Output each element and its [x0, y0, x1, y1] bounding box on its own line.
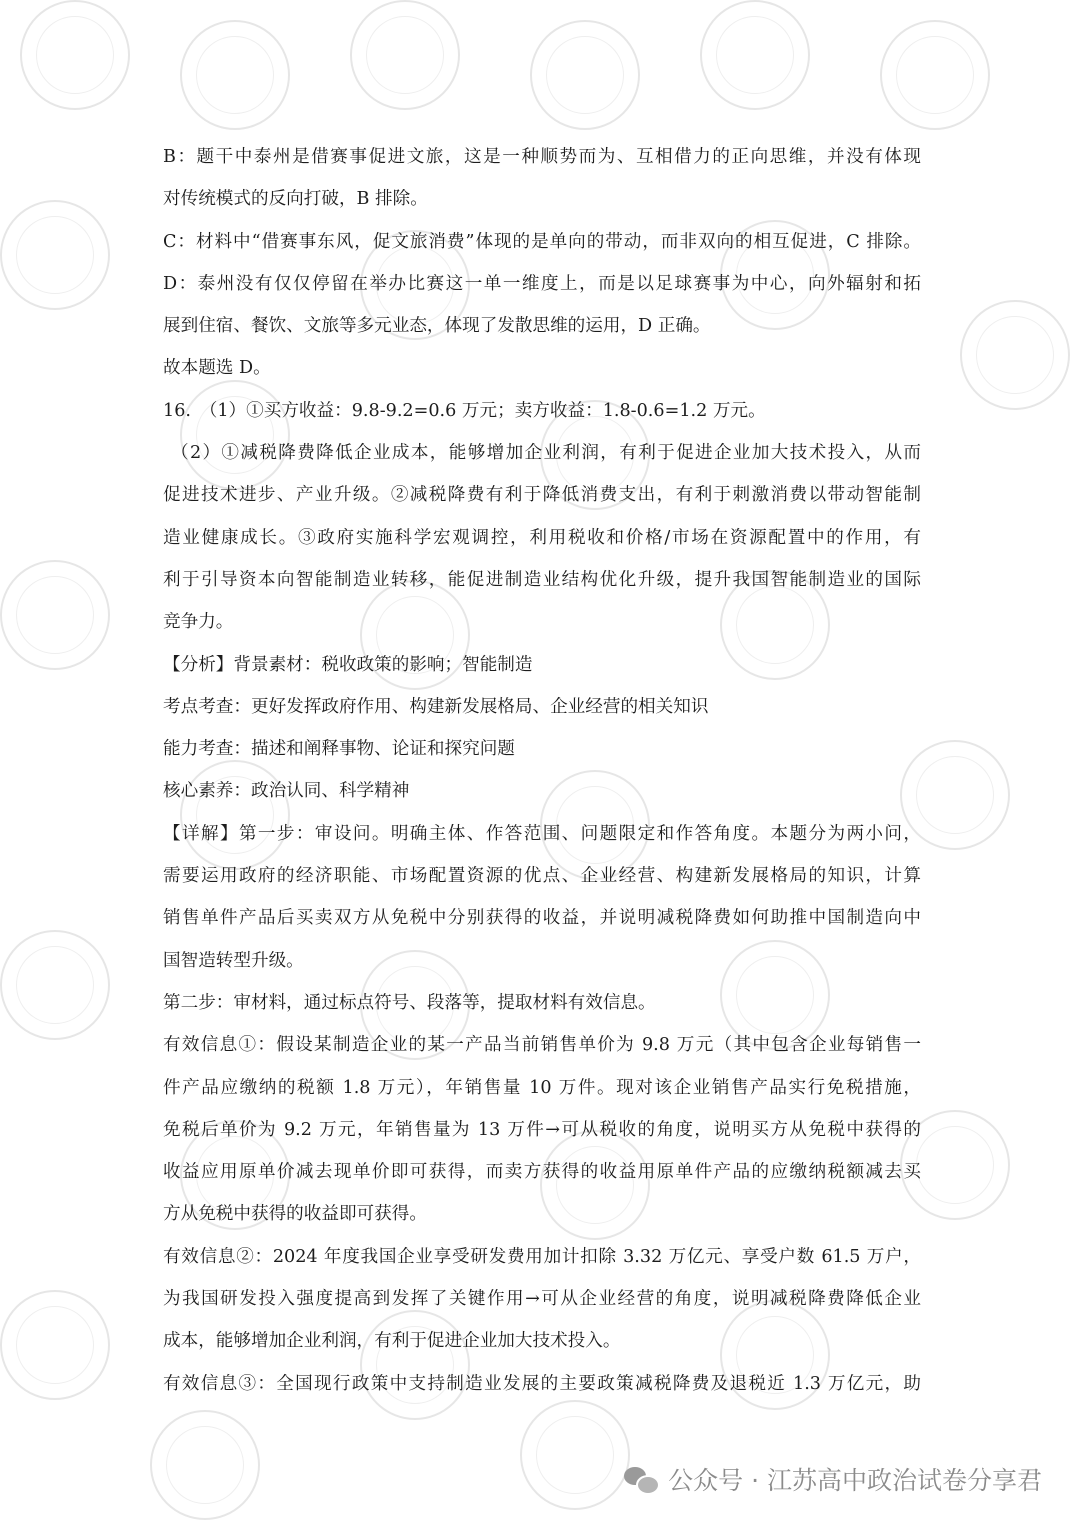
watermark-seal	[960, 300, 1070, 410]
watermark-seal	[150, 1410, 260, 1520]
text-line: 核心素养：政治认同、科学精神	[163, 781, 410, 802]
text-line: 16. （1）①买方收益：9.8-9.2=0.6 万元；卖方收益：1.8-0.6=1.2 万元。	[163, 400, 766, 421]
text-line: 件产品应缴纳的税额 1.8 万元），年销售量 10 万件。现对该企业销售产品实行免税措施，	[163, 1077, 921, 1098]
text-line: D：泰州没有仅仅停留在举办比赛这一单一维度上，而是以足球赛事为中心，向外辐射和拓	[163, 273, 921, 294]
watermark-seal	[0, 930, 110, 1040]
watermark-seal	[350, 0, 460, 110]
text-line: （2）①减税降费降低企业成本，能够增加企业利润，有利于促进企业加大技术投入，从而	[171, 443, 921, 464]
text-line: 免税后单价为 9.2 万元，年销售量为 13 万件→可从税收的角度，说明买方从免税中获得的	[163, 1119, 921, 1140]
text-line: 为我国研发投入强度提高到发挥了关键作用→可从企业经营的角度，说明减税降费降低企业	[163, 1289, 921, 1310]
watermark-seal	[520, 1400, 630, 1510]
text-line: 利于引导资本向智能制造业转移，能促进制造业结构优化升级，提升我国智能制造业的国际	[163, 569, 921, 590]
text-line: 成本，能够增加企业利润，有利于促进企业加大技术投入。	[163, 1331, 621, 1352]
wechat-icon	[624, 1465, 658, 1493]
text-line: 有效信息②：2024 年度我国企业享受研发费用加计扣除 3.32 万亿元、享受户数 61.5 万户，	[163, 1246, 921, 1267]
watermark-seal	[530, 20, 640, 130]
watermark-seal	[880, 20, 990, 130]
text-line: 能力考查：描述和阐释事物、论证和探究问题	[163, 739, 515, 760]
text-line: 竞争力。	[163, 612, 234, 633]
text-line: 考点考查：更好发挥政府作用、构建新发展格局、企业经营的相关知识	[163, 696, 709, 717]
watermark-seal	[0, 200, 110, 310]
text-line: 销售单件产品后买卖双方从免税中分别获得的收益，并说明减税降费如何助推中国制造向中	[163, 908, 921, 929]
text-line: 有效信息③：全国现行政策中支持制造业发展的主要政策减税降费及退税近 1.3 万亿元，助	[163, 1373, 921, 1394]
text-line: 方从免税中获得的收益即可获得。	[163, 1204, 427, 1225]
text-line: 第二步：审材料，通过标点符号、段落等，提取材料有效信息。	[163, 992, 656, 1013]
text-line: B：题干中泰州是借赛事促进文旅，这是一种顺势而为、互相借力的正向思维，并没有体现	[163, 147, 921, 167]
text-line: 需要运用政府的经济职能、市场配置资源的优点、企业经营、构建新发展格局的知识，计算	[163, 866, 921, 887]
watermark-seal	[0, 560, 110, 670]
text-line: 国智造转型升级。	[163, 950, 304, 971]
text-line: 故本题选 D。	[163, 358, 271, 379]
text-line: 促进技术进步、产业升级。②减税降费有利于降低消费支出，有利于刺激消费以带动智能制	[163, 485, 921, 506]
text-line: 有效信息①：假设某制造企业的某一产品当前销售单价为 9.8 万元（其中包含企业每销售一	[163, 1035, 921, 1056]
watermark-seal	[700, 0, 810, 110]
watermark-seal	[180, 20, 290, 130]
text-line: 收益应用原单价减去现单价即可获得，而卖方获得的收益用原单件产品的应缴纳税额减去买	[163, 1162, 921, 1183]
text-line: 【详解】第一步：审设问。明确主体、作答范围、问题限定和作答角度。本题分为两小问，	[163, 823, 921, 844]
text-line: 【分析】背景素材：税收政策的影响；智能制造	[163, 654, 533, 675]
text-line: C：材料中“借赛事东风，促文旅消费”体现的是单向的带动，而非双向的相互促进，C 排除。	[163, 231, 921, 252]
watermark-seal	[0, 1290, 110, 1400]
text-line: 造业健康成长。③政府实施科学宏观调控，利用税收和价格/市场在资源配置中的作用，有	[163, 527, 921, 548]
wechat-account-footer	[624, 1459, 1042, 1499]
text-line: 对传统模式的反向打破，B 排除。	[163, 189, 428, 210]
watermark-seal	[20, 0, 130, 110]
document-body	[163, 136, 921, 1405]
text-line: 展到住宿、餐饮、文旅等多元业态，体现了发散思维的运用，D 正确。	[163, 316, 711, 337]
footer-account-name: 公众号 · 江苏高中政治试卷分享君	[668, 1466, 1042, 1495]
